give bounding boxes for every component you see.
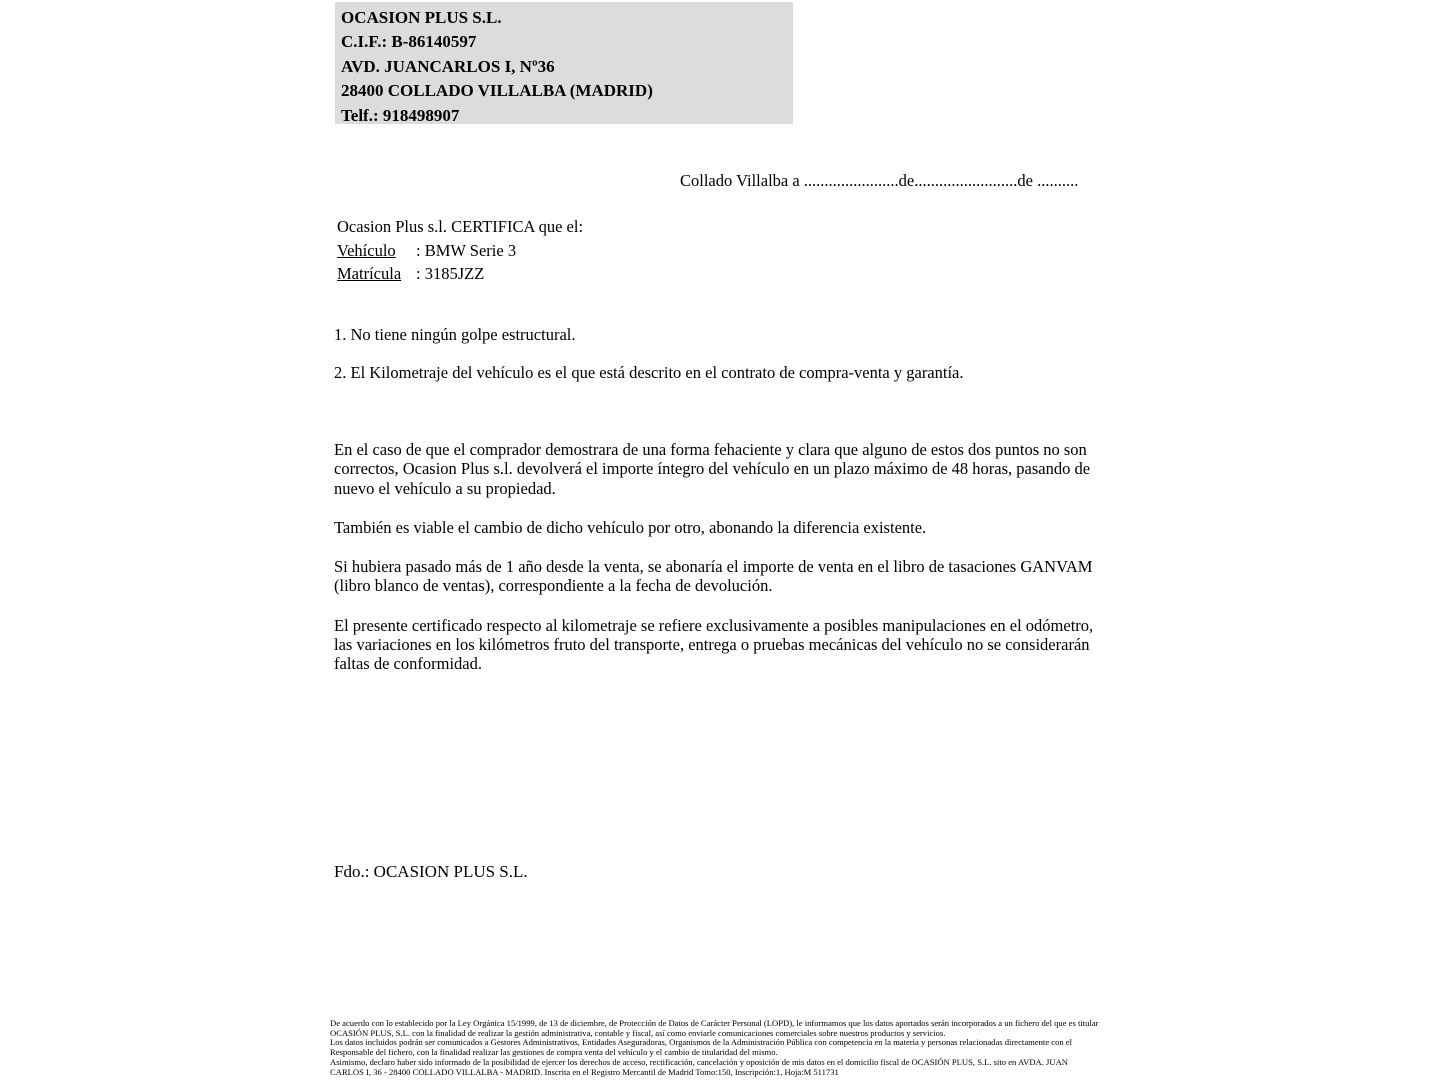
company-header-box xyxy=(335,2,793,124)
point-2: 2. El Kilometraje del vehículo es el que está descrito en el contrato de compra-venta y garantía. xyxy=(334,363,964,382)
company-city: 28400 COLLADO VILLALBA (MADRID) xyxy=(341,81,653,101)
company-name: OCASION PLUS S.L. xyxy=(341,8,502,27)
company-cif: C.I.F.: B-86140597 xyxy=(341,32,477,52)
paragraph-refund: En el caso de que el comprador demostrara de una forma fehaciente y clara que alguno de estos dos puntos no son correctos, Ocasion Plus s.l. devolverá el importe íntegro del vehículo en un plazo máximo de 48 horas, pasando de nuevo el vehículo a su propiedad. xyxy=(334,440,1091,498)
paragraph-odometer: El presente certificado respecto al kilometraje se refiere exclusivamente a posibles manipulaciones en el odómetro, las variaciones en los kilómetros fruto del transporte, entrega o pruebas mecánicas del vehículo no se considerarán faltas de conformidad. xyxy=(334,615,1094,674)
legal-line: Responsable del fichero, con la finalidad realizar las gestiones de compra venta del vehículo y el cambio de titularidad del mismo. xyxy=(330,1047,778,1058)
company-address: AVD. JUANCARLOS I, Nº36 xyxy=(341,56,555,76)
signature-line: Fdo.: OCASION PLUS S.L. xyxy=(334,862,528,881)
legal-line: OCASIÓN PLUS, S.L. con la finalidad de realizar la gestión administrativa, contable y fiscal, así como enviarle comunicaciones comerciales sobre nuestros productos y servicios. xyxy=(330,1027,946,1038)
legal-notice xyxy=(330,1019,1410,1077)
company-phone: Telf.: 918498907 xyxy=(341,105,460,125)
vehicle-row xyxy=(337,239,583,263)
legal-line: Los datos incluidos podrán ser comunicados a Gestores Administrativos, Entidades Aseguradoras, Organismos de la Administración Pública con competencia en la materia y personas relacionadas directamente con el xyxy=(330,1037,1073,1048)
paragraph-exchange: También es viable el cambio de dicho vehículo por otro, abonando la diferencia existente. xyxy=(334,517,927,537)
legal-line: De acuerdo con lo establecido por la Ley Orgánica 15/1999, de 13 de diciembre, de Protección de Datos de Carácter Personal (LOPD), le informamos que los datos aportados serán incorporados a un fichero del que es titular xyxy=(330,1018,1099,1028)
vehicle-value: : BMW Serie 3 xyxy=(416,240,517,260)
legal-line: CARLOS I, 36 - 28400 COLLADO VILLALBA - MADRID. Inscrita en el Registro Mercantil de Madrid Tomo:150, Inscripción:1, Hoja:M 511731 xyxy=(330,1066,839,1077)
vehicle-label: Vehículo xyxy=(337,240,396,260)
plate-value: : 3185JZZ xyxy=(416,264,485,284)
plate-label: Matrícula xyxy=(337,264,402,284)
date-fill-in-line: Collado Villalba a .......................de.........................de .......... xyxy=(680,171,1079,190)
paragraph-ganvam: Si hubiera pasado más de 1 año desde la venta, se abonaría el importe de venta en el libro de tasaciones GANVAM (libro blanco de ventas), correspondiente a la fecha de devolución. xyxy=(334,557,1093,596)
body-paragraphs xyxy=(334,440,1098,692)
certify-block xyxy=(337,215,583,286)
legal-line: Asimismo, declaro haber sido informado de la posibilidad de ejercer los derechos de acceso, rectificación, cancelación y oposición de mis datos en el domicilio fiscal de OCASIÓN PLUS, S.L. sito en AVDA. JUAN xyxy=(330,1056,1069,1067)
certify-intro: Ocasion Plus s.l. CERTIFICA que el: xyxy=(337,217,584,236)
points-list xyxy=(334,325,1104,401)
point-1: 1. No tiene ningún golpe estructural. xyxy=(334,325,576,344)
plate-row xyxy=(337,262,583,286)
